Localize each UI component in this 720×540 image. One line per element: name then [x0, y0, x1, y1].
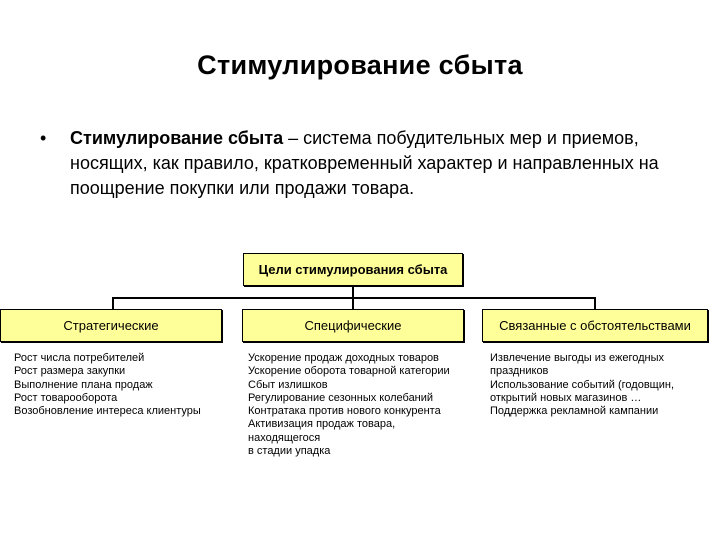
- connector-branch-2: [352, 297, 354, 309]
- list-item: Поддержка рекламной кампании: [490, 405, 659, 418]
- circumstantial-goals-list: [490, 352, 710, 418]
- list-item: Рост товарооборота: [14, 391, 118, 404]
- bullet-marker: •: [40, 128, 47, 148]
- list-item: Контратака против нового конкурента: [248, 405, 441, 418]
- category-strategic-box: Стратегические: [0, 309, 222, 342]
- list-item: Рост числа потребителей: [14, 352, 145, 364]
- specific-goals-list: [248, 352, 470, 458]
- category-circumstantial-box: Связанные с обстоятельствами: [482, 309, 708, 342]
- list-item: Сбыт излишков: [248, 378, 328, 391]
- list-item: Ускорение продаж доходных товаров: [248, 352, 439, 364]
- list-item: в стадии упадка: [248, 445, 331, 458]
- slide-title: Стимулирование сбыта: [197, 50, 523, 80]
- connector-branch-1: [112, 297, 114, 309]
- list-item: Возобновление интереса клиентуры: [14, 405, 201, 418]
- connector-branch-3: [594, 297, 596, 309]
- connector-horizontal: [112, 297, 596, 299]
- goals-root-box: Цели стимулирования сбыта: [243, 253, 463, 286]
- definition-term: Стимулирование сбыта: [70, 128, 284, 148]
- definition-paragraph: [70, 126, 700, 201]
- list-item: Рост размера закупки: [14, 365, 126, 378]
- list-item: Извлечение выгоды из ежегодных праздников: [490, 352, 664, 378]
- list-item: Выполнение плана продаж: [14, 378, 153, 391]
- list-item: Активизация продаж товара, находящегося: [248, 418, 396, 444]
- list-item: Регулирование сезонных колебаний: [248, 391, 434, 404]
- list-item: Ускорение оборота товарной категории: [248, 365, 450, 378]
- list-item: Использование событий (годовщин, открытий новых магазинов …: [490, 378, 675, 404]
- strategic-goals-list: [14, 352, 229, 418]
- category-specific-box: Специфические: [242, 309, 464, 342]
- definition-text: – система побудительных мер и приемов, носящих, как правило, кратковременный характер и направленных на поощрение покупки или продажи товара.: [70, 128, 659, 198]
